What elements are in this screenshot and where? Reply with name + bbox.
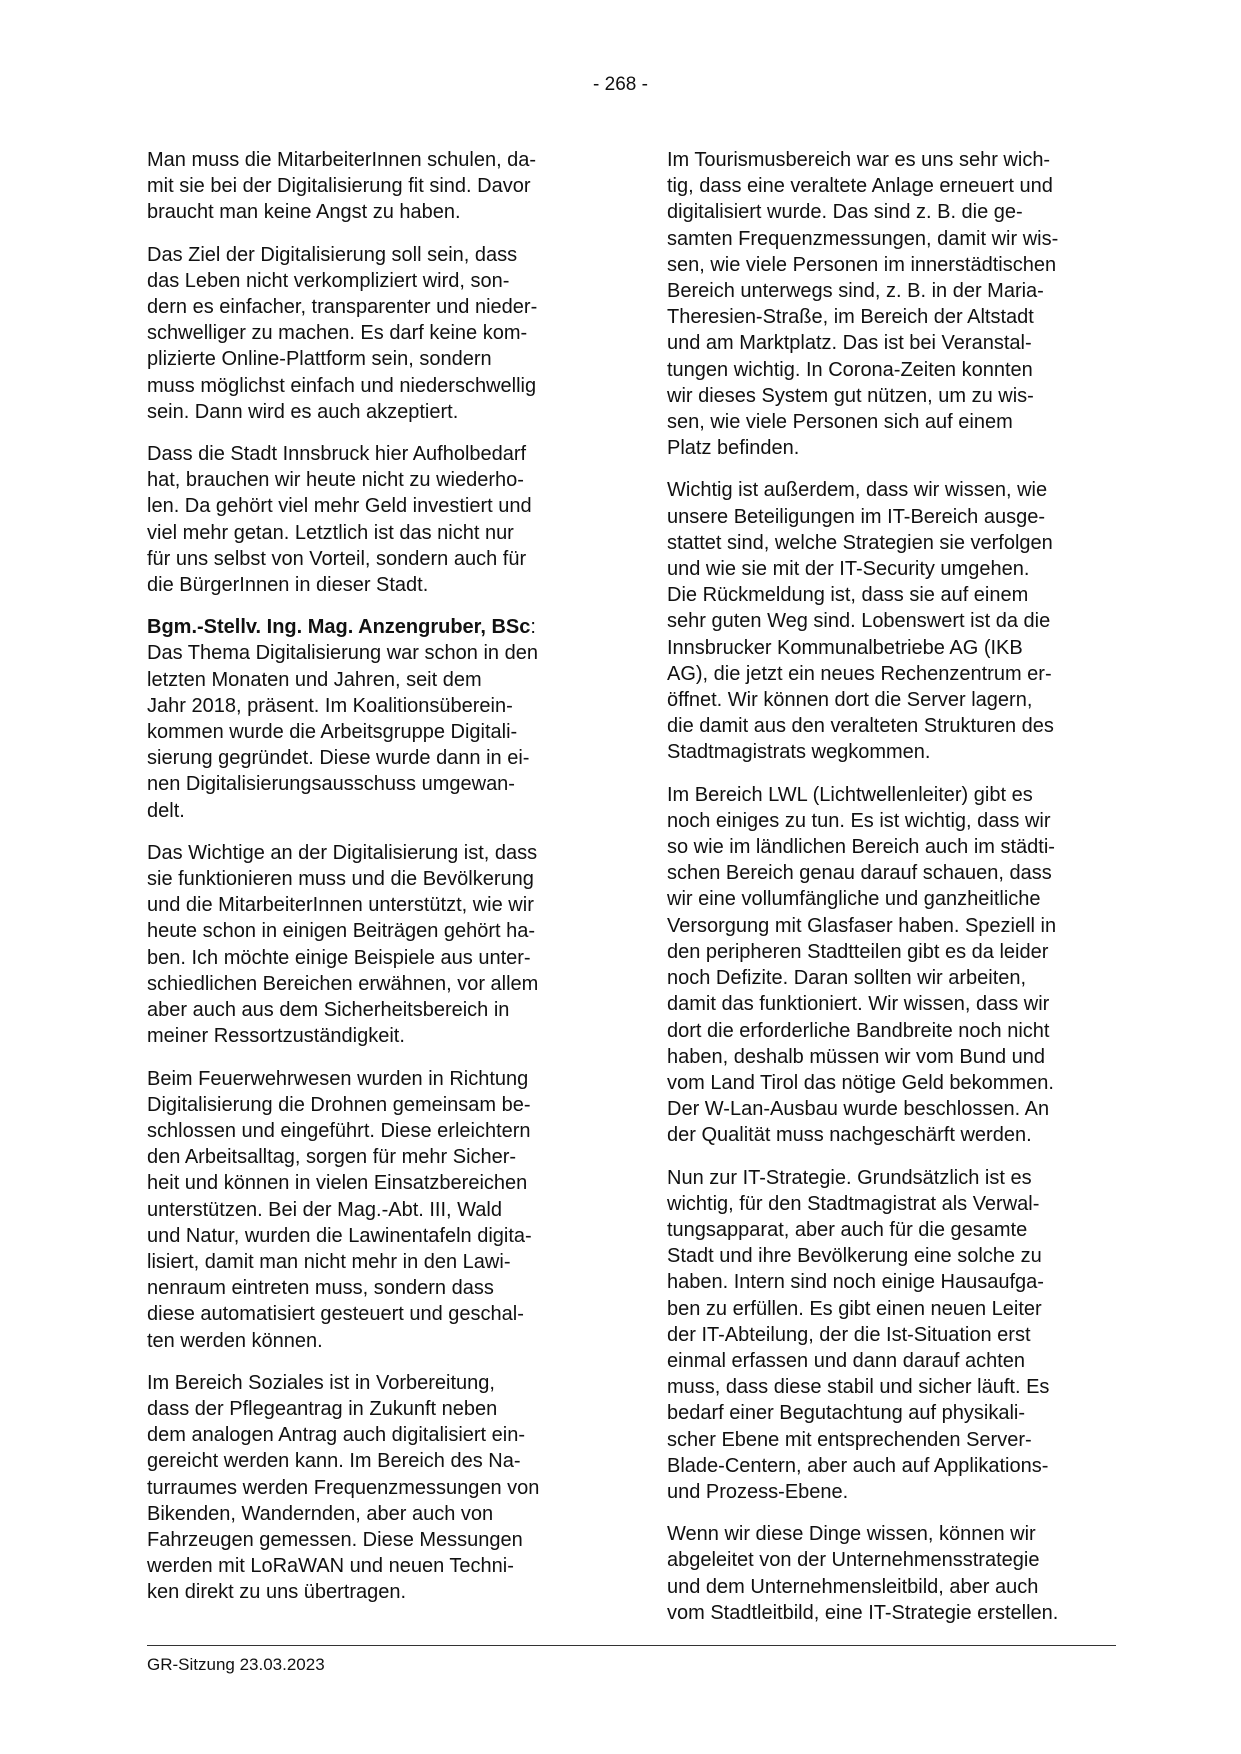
left-column (147, 147, 602, 1622)
page-number: - 268 - (593, 74, 648, 95)
paragraph: Dass die Stadt Innsbruck hier Aufholbedarf hat, brauchen wir heute nicht zu wiederho- len. Da gehört viel mehr Geld investiert und viel mehr getan. Letztlich ist das nicht nur für uns selbst von Vorteil, sondern auch für die BürgerInnen in dieser Stadt. (147, 443, 532, 597)
paragraph: Das Ziel der Digitalisierung soll sein, dass das Leben nicht verkompliziert wird, son- dern es einfacher, transparenter und nieder- schwelliger zu machen. Es darf keine kom- plizierte Online-Plattform sein, sondern muss möglichst einfach und niederschwellig sein. Dann wird es auch akzeptiert. (147, 243, 538, 423)
paragraph: Beim Feuerwehrwesen wurden in Richtung Digitalisierung die Drohnen gemeinsam be- schlossen und eingeführt. Diese erleichtern den Arbeitsalltag, sorgen für mehr Sicher- heit und können in vielen Einsatzbereichen unterstützen. Bei der Mag.-Abt. III, Wald und Natur, wurden die Lawinentafeln digita- lisiert, damit man nicht mehr in den Lawi- nenraum eintreten muss, sondern dass diese automatisiert gesteuert und geschal- ten werden können. (147, 1067, 532, 1352)
paragraph: Im Tourismusbereich war es uns sehr wich- tig, dass eine veraltete Anlage erneuert und digitalisiert wurde. Das sind z. B. die ge- samten Frequenzmessungen, damit wir wis- sen, wie viele Personen im innerstädtischen Bereich unterwegs sind, z. B. in der Maria- Theresien-Straße, im Bereich der Altstadt und am Marktplatz. Das ist bei Veranstal- tungen wichtig. In Corona-Zeiten konnten wir dieses System gut nützen, um zu wis- sen, wie viele Personen sich auf einem Platz befinden. (667, 149, 1059, 460)
footer-divider (147, 1645, 1116, 1646)
speaker-statement: : Das Thema Digitalisierung war schon in den letzten Monaten und Jahren, seit dem Jahr 2018, präsent. Im Koalitionsüberein- kommen wurde die Arbeitsgruppe Digitali- sierung gegründet. Diese wurde dann in ei- nen Digitalisierungsausschuss umgewan- delt. (147, 616, 538, 822)
right-column (667, 147, 1122, 1642)
paragraph: Nun zur IT-Strategie. Grundsätzlich ist es wichtig, für den Stadtmagistrat als Verwal- tungsapparat, aber auch für die gesamte Stadt und ihre Bevölkerung eine solche zu haben. Intern sind noch einige Hausaufga- ben zu erfüllen. Es gibt einen neuen Leiter der IT-Abteilung, der die Ist-Situation erst einmal erfassen und dann darauf achten muss, dass diese stabil und sicher läuft. Es bedarf einer Begutachtung auf physikali- scher Ebene mit entsprechenden Server- Blade-Centern, aber auch auf Applikations- und Prozess-Ebene. (667, 1166, 1050, 1503)
paragraph: Das Wichtige an der Digitalisierung ist, dass sie funktionieren muss und die Bevölkerung und die MitarbeiterInnen unterstützt, wie wir heute schon in einigen Beiträgen gehört ha- ben. Ich möchte einige Beispiele aus unter- schiedlichen Bereichen erwähnen, vor allem aber auch aus dem Sicherheitsbereich in meiner Ressortzuständigkeit. (147, 841, 539, 1048)
footer-session-date: GR-Sitzung 23.03.2023 (147, 1655, 325, 1674)
paragraph: Man muss die MitarbeiterInnen schulen, da- mit sie bei der Digitalisierung fit sind. Davor braucht man keine Angst zu haben. (147, 149, 537, 224)
speaker-name: Bgm.-Stellv. Ing. Mag. Anzengruber, BSc (147, 616, 531, 639)
paragraph: Wichtig ist außerdem, dass wir wissen, wie unsere Beteiligungen im IT-Bereich ausge- stattet sind, welche Strategien sie verfolgen und wie sie mit der IT-Security umgehen. Die Rückmeldung ist, dass sie auf einem sehr guten Weg sind. Lobenswert ist da die Innsbrucker Kommunalbetriebe AG (IKB AG), die jetzt ein neues Rechenzentrum er- öffnet. Wir können dort die Server lagern, die damit aus den veralteten Strukturen des Stadtmagistrats wegkommen. (667, 479, 1054, 764)
paragraph: Im Bereich Soziales ist in Vorbereitung, dass der Pflegeantrag in Zukunft neben dem analogen Antrag auch digitalisiert ein- gereicht werden kann. Im Bereich des Na- turraumes werden Frequenzmessungen von Bikenden, Wandernden, aber auch von Fahrzeugen gemessen. Diese Messungen werden mit LoRaWAN und neuen Techni- ken direkt zu uns übertragen. (147, 1371, 540, 1604)
speaker-paragraph (147, 614, 602, 824)
paragraph: Im Bereich LWL (Lichtwellenleiter) gibt es noch einiges zu tun. Es ist wichtig, dass wir so wie im ländlichen Bereich auch im städti- schen Bereich genau darauf schauen, dass wir eine vollumfängliche und ganzheitliche Versorgung mit Glasfaser haben. Speziell in den peripheren Stadtteilen gibt es da leider noch Defizite. Daran sollten wir arbeiten, damit das funktioniert. Wir wissen, dass wir dort die erforderliche Bandbreite noch nicht haben, deshalb müssen wir vom Bund und vom Land Tirol das nötige Geld bekommen. Der W-Lan-Ausbau wurde beschlossen. An der Qualität muss nachgeschärft werden. (667, 783, 1057, 1147)
paragraph: Wenn wir diese Dinge wissen, können wir abgeleitet von der Unternehmensstrategie und dem Unternehmensleitbild, aber auch vom Stadtleitbild, eine IT-Strategie erstellen. (667, 1523, 1059, 1624)
